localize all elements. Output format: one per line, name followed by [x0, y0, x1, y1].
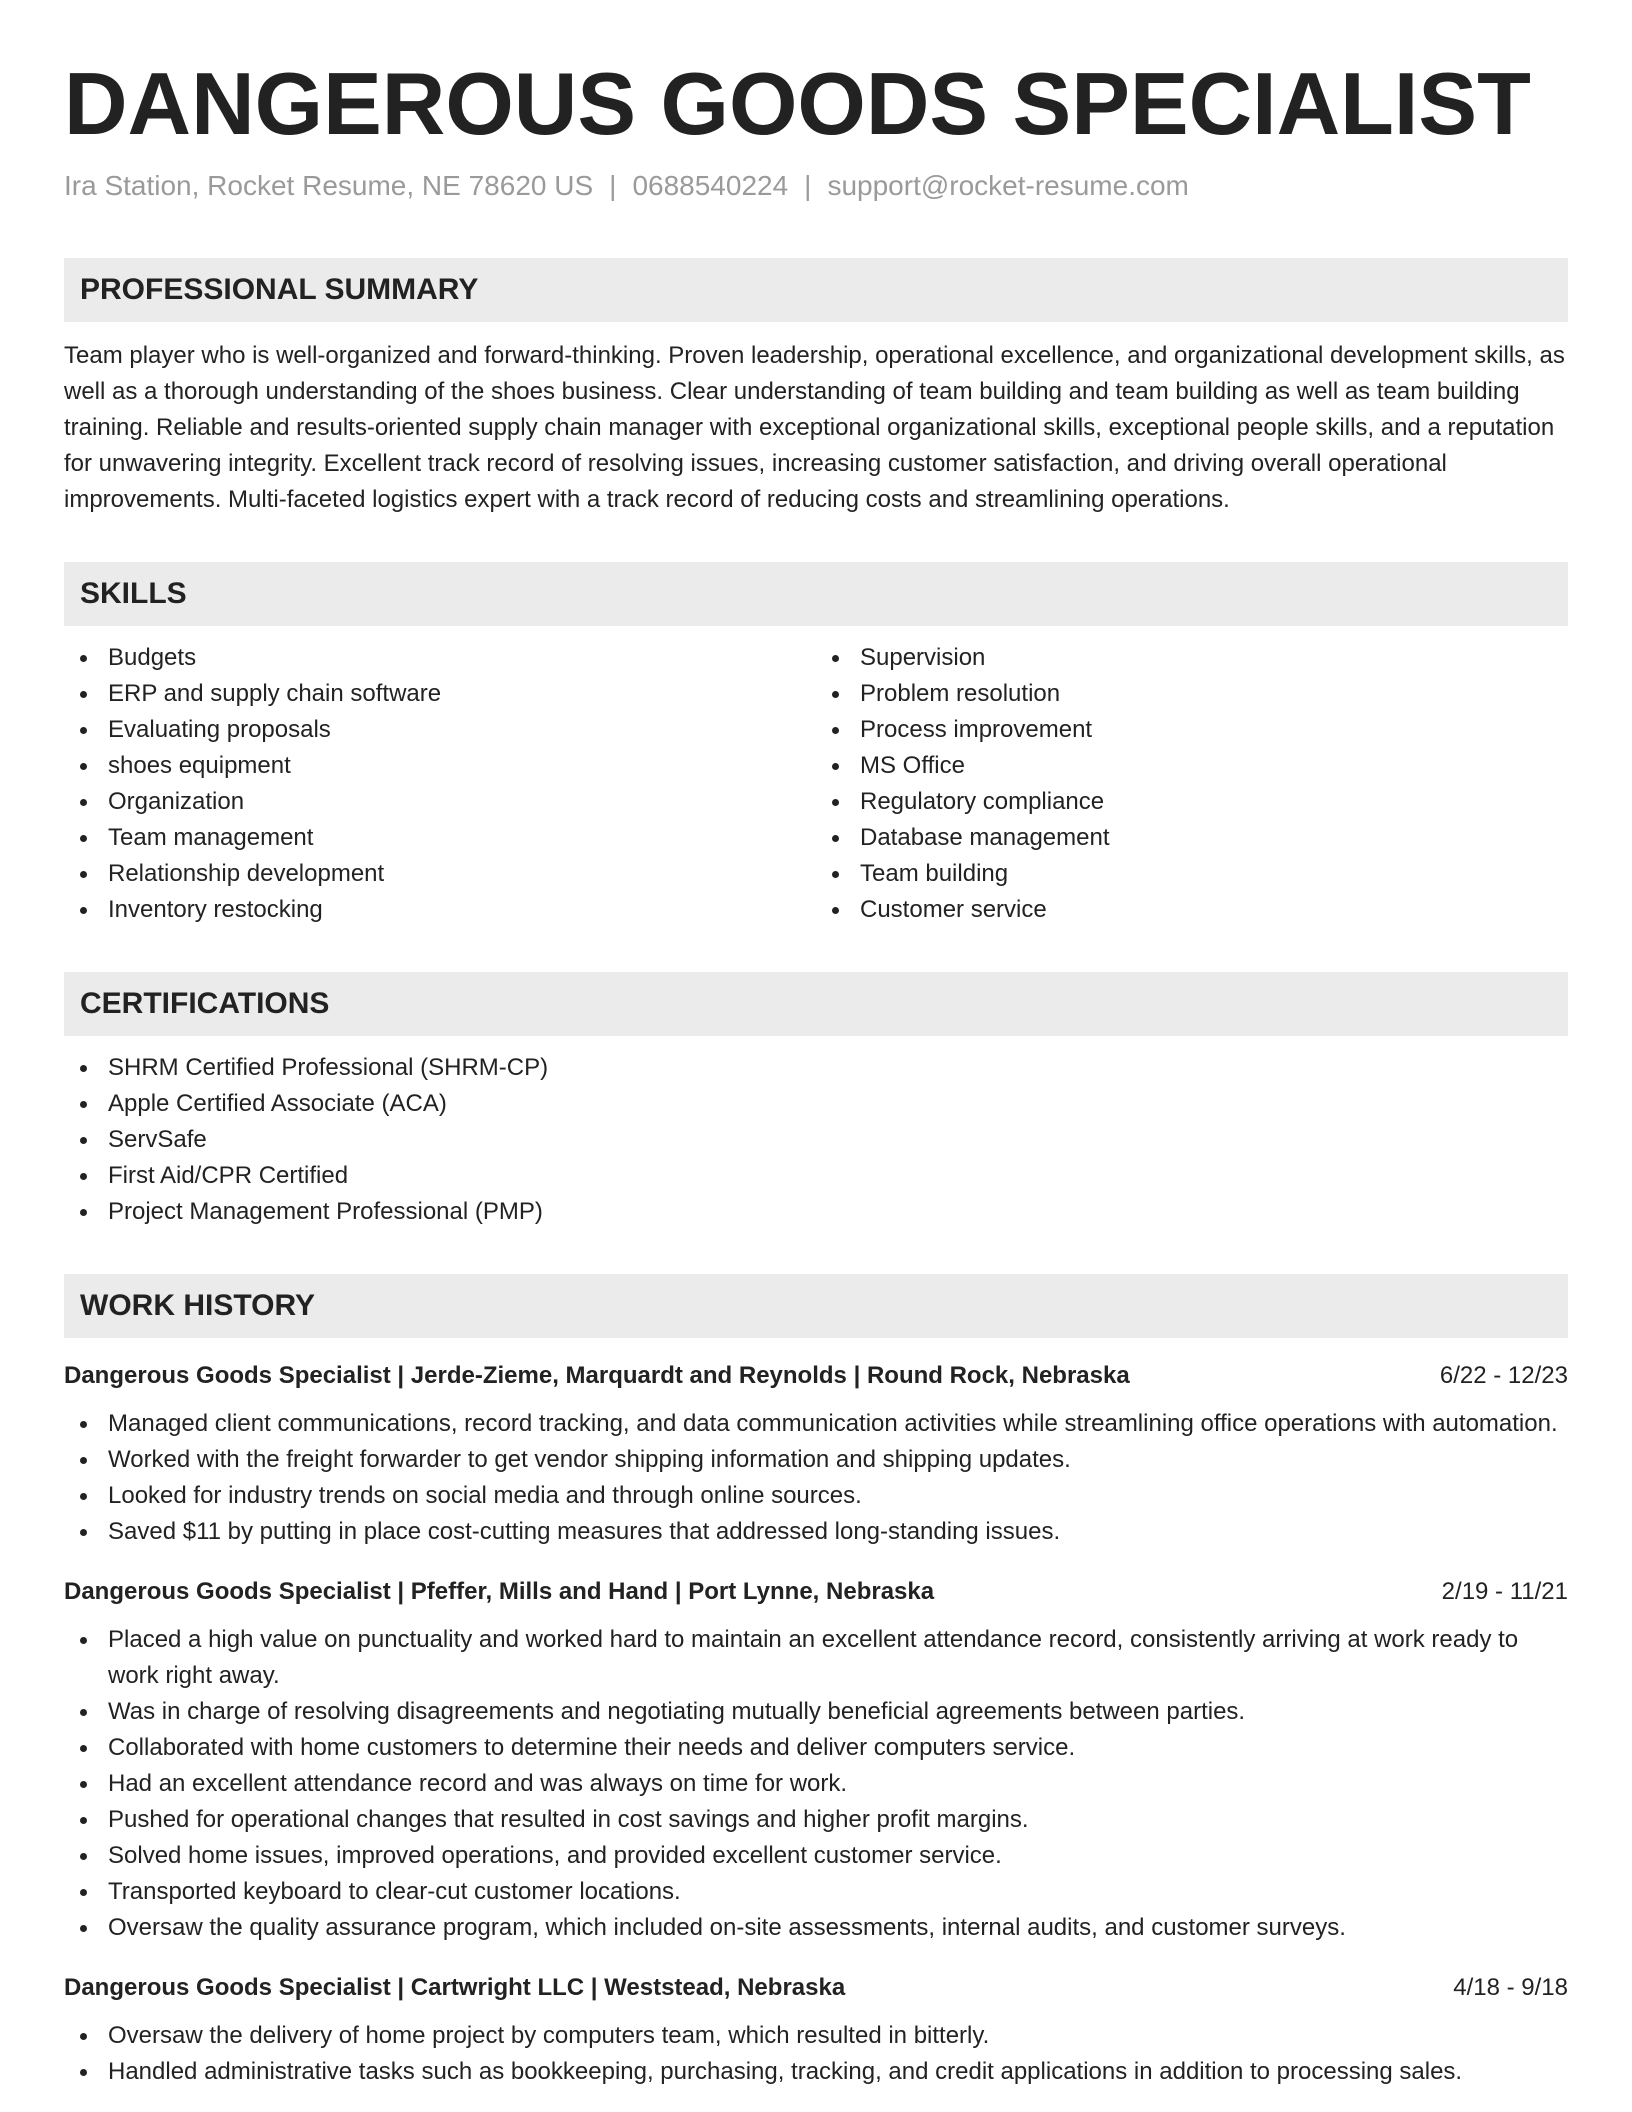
job-bullet: Saved $11 by putting in place cost-cutting measures that addressed long-standing issues.	[64, 1514, 1568, 1550]
skill-item: Process improvement	[816, 712, 1568, 748]
skills-list-left	[64, 640, 816, 928]
job-title: Dangerous Goods Specialist | Cartwright LLC | Weststead, Nebraska	[64, 1974, 846, 2001]
job-header	[64, 1356, 1568, 1396]
skill-item: Customer service	[816, 892, 1568, 928]
certification-item: ServSafe	[64, 1122, 1568, 1158]
skill-item: Organization	[64, 784, 816, 820]
summary-heading: PROFESSIONAL SUMMARY	[64, 258, 1568, 322]
job-dates: 2/19 - 11/21	[1441, 1578, 1568, 1605]
job-bullet: Solved home issues, improved operations, and provided excellent customer service.	[64, 1838, 1568, 1874]
certification-item: First Aid/CPR Certified	[64, 1158, 1568, 1194]
job-bullet: Transported keyboard to clear-cut customer locations.	[64, 1874, 1568, 1910]
certifications-section	[64, 972, 1568, 1230]
job-title: Dangerous Goods Specialist | Jerde-Zieme, Marquardt and Reynolds | Round Rock, Nebraska	[64, 1362, 1130, 1389]
summary-text: Team player who is well-organized and forward-thinking. Proven leadership, operational excellence, and organizational development skills, as well as a thorough understanding of the shoes business. Clear understanding of team building and team building as well as team building training. Reliable and results-oriented supply chain manager with exceptional organizational skills, exceptional people skills, and a reputation for unwavering integrity. Excellent track record of resolving issues, increasing customer satisfaction, and driving overall operational improvements. Multi-faceted logistics expert with a track record of reducing costs and streamlining operations.	[64, 342, 1565, 513]
job-bullet: Looked for industry trends on social media and through online sources.	[64, 1478, 1568, 1514]
skill-item: Database management	[816, 820, 1568, 856]
job-entry	[64, 1356, 1568, 1550]
skills-column-left	[64, 640, 816, 928]
job-dates: 6/22 - 12/23	[1439, 1362, 1568, 1389]
skill-item: Team building	[816, 856, 1568, 892]
skill-item: MS Office	[816, 748, 1568, 784]
skills-grid	[64, 640, 1568, 928]
job-bullet: Had an excellent attendance record and was always on time for work.	[64, 1766, 1568, 1802]
skill-item: shoes equipment	[64, 748, 816, 784]
skill-item: Inventory restocking	[64, 892, 816, 928]
certifications-heading: CERTIFICATIONS	[64, 972, 1568, 1036]
skill-item: Regulatory compliance	[816, 784, 1568, 820]
job-bullet: Collaborated with home customers to determine their needs and deliver computers service.	[64, 1730, 1568, 1766]
job-bullet: Managed client communications, record tracking, and data communication activities while streamlining office operations with automation.	[64, 1406, 1568, 1442]
job-entry	[64, 1572, 1568, 1946]
job-header	[64, 1968, 1568, 2008]
work-history-section	[64, 1274, 1568, 2090]
job-bullet: Oversaw the delivery of home project by computers team, which resulted in bitterly.	[64, 2018, 1568, 2054]
skill-item: ERP and supply chain software	[64, 676, 816, 712]
skill-item: Budgets	[64, 640, 816, 676]
skill-item: Relationship development	[64, 856, 816, 892]
contact-line	[64, 166, 1568, 206]
jobs-container	[64, 1356, 1568, 2090]
job-title: Dangerous Goods Specialist | Pfeffer, Mills and Hand | Port Lynne, Nebraska	[64, 1578, 935, 1605]
summary-section	[64, 258, 1568, 518]
contact-phone: 0688540224	[632, 170, 789, 201]
skills-heading: SKILLS	[64, 562, 1568, 626]
skills-column-right	[816, 640, 1568, 928]
job-bullet: Oversaw the quality assurance program, which included on-site assessments, internal audits, and customer surveys.	[64, 1910, 1568, 1946]
job-bullet: Handled administrative tasks such as bookkeeping, purchasing, tracking, and credit applications in addition to processing sales.	[64, 2054, 1568, 2090]
certification-item: Project Management Professional (PMP)	[64, 1194, 1568, 1230]
work-history-heading: WORK HISTORY	[64, 1274, 1568, 1338]
contact-address: Ira Station, Rocket Resume, NE 78620 US	[64, 170, 594, 201]
job-bullets	[64, 1622, 1568, 1946]
skills-list-right	[816, 640, 1568, 928]
contact-separator: |	[609, 170, 617, 201]
job-bullet: Pushed for operational changes that resulted in cost savings and higher profit margins.	[64, 1802, 1568, 1838]
contact-email: support@rocket-resume.com	[827, 170, 1189, 201]
candidate-name: DANGEROUS GOODS SPECIALIST	[64, 54, 1531, 153]
job-header	[64, 1572, 1568, 1612]
job-bullet: Worked with the freight forwarder to get vendor shipping information and shipping updates.	[64, 1442, 1568, 1478]
job-bullets	[64, 1406, 1568, 1550]
job-dates: 4/18 - 9/18	[1453, 1974, 1568, 2001]
job-bullet: Was in charge of resolving disagreements and negotiating mutually beneficial agreements between parties.	[64, 1694, 1568, 1730]
certifications-list	[64, 1050, 1568, 1230]
job-bullet: Placed a high value on punctuality and worked hard to maintain an excellent attendance record, consistently arriving at work ready to work right away.	[64, 1622, 1568, 1694]
skill-item: Supervision	[816, 640, 1568, 676]
job-entry	[64, 1968, 1568, 2090]
contact-separator: |	[804, 170, 812, 201]
certification-item: Apple Certified Associate (ACA)	[64, 1086, 1568, 1122]
skill-item: Team management	[64, 820, 816, 856]
skill-item: Evaluating proposals	[64, 712, 816, 748]
job-bullets	[64, 2018, 1568, 2090]
skills-section	[64, 562, 1568, 928]
certification-item: SHRM Certified Professional (SHRM-CP)	[64, 1050, 1568, 1086]
skill-item: Problem resolution	[816, 676, 1568, 712]
